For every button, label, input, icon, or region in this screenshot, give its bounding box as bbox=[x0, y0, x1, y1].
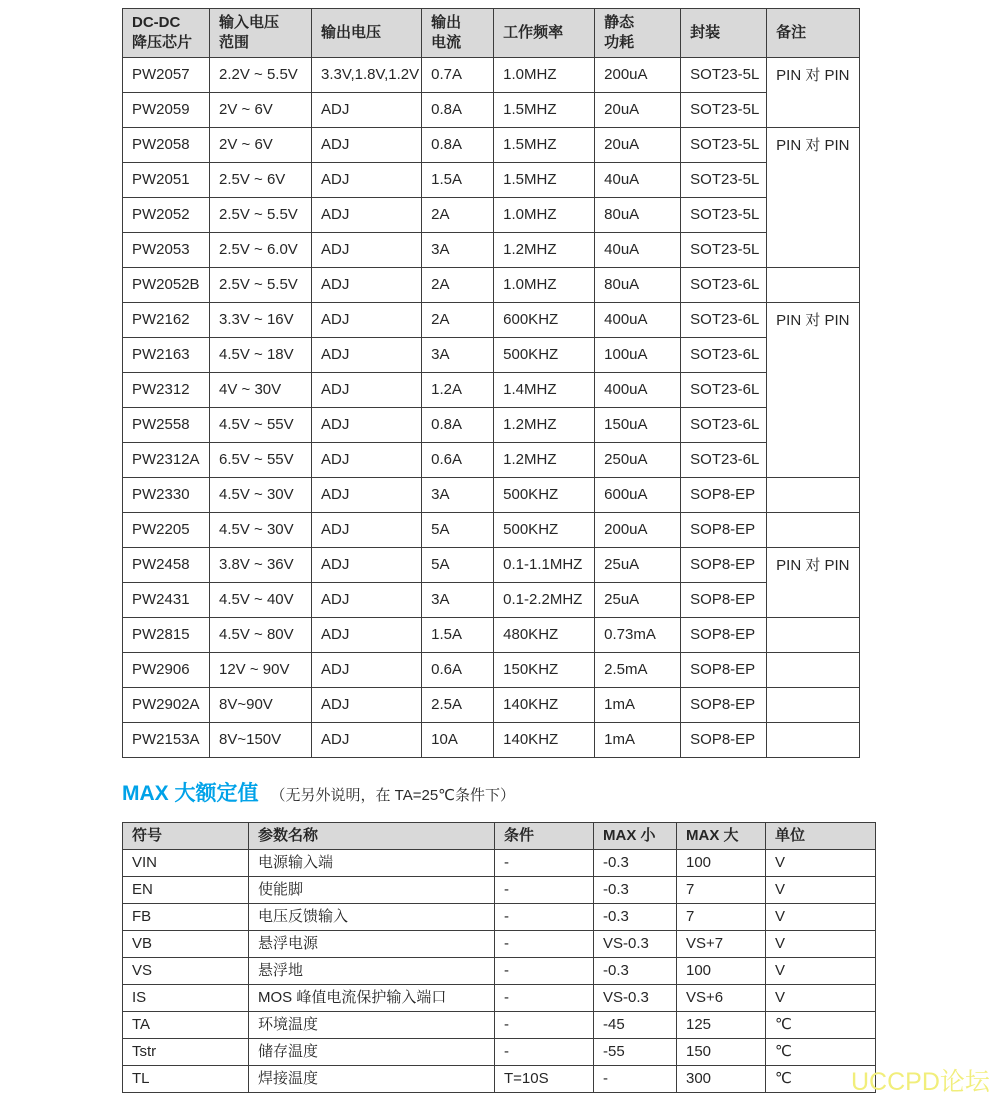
max-max-cell: 125 bbox=[677, 1012, 766, 1039]
t1-column-header-0: DC-DC 降压芯片 bbox=[123, 9, 210, 58]
chip-row-PW2058 bbox=[123, 128, 860, 163]
condition-cell: T=10S bbox=[495, 1066, 594, 1093]
note-cell bbox=[767, 478, 860, 513]
output-current-cell: 5A bbox=[422, 513, 494, 548]
output-voltage-cell: ADJ bbox=[312, 198, 422, 233]
chip-row-PW2205 bbox=[123, 513, 860, 548]
max-min-cell: -0.3 bbox=[594, 850, 677, 877]
chip-name-cell: PW2312A bbox=[123, 443, 210, 478]
chip-name-cell: PW2052B bbox=[123, 268, 210, 303]
input-voltage-range-cell: 2V ~ 6V bbox=[210, 93, 312, 128]
switching-frequency-cell: 140KHZ bbox=[494, 688, 595, 723]
symbol-cell: VIN bbox=[123, 850, 249, 877]
package-cell: SOP8-EP bbox=[681, 513, 767, 548]
parameter-name-cell: 电压反馈输入 bbox=[249, 904, 495, 931]
switching-frequency-cell: 500KHZ bbox=[494, 338, 595, 373]
condition-cell: - bbox=[495, 904, 594, 931]
switching-frequency-cell: 150KHZ bbox=[494, 653, 595, 688]
parameter-name-cell: 悬浮电源 bbox=[249, 931, 495, 958]
output-voltage-cell: ADJ bbox=[312, 408, 422, 443]
package-cell: SOT23-6L bbox=[681, 408, 767, 443]
chip-name-cell: PW2330 bbox=[123, 478, 210, 513]
parameter-name-cell: MOS 峰值电流保护输入端口 bbox=[249, 985, 495, 1012]
chip-name-cell: PW2153A bbox=[123, 723, 210, 758]
max-max-cell: 7 bbox=[677, 904, 766, 931]
output-current-cell: 3A bbox=[422, 478, 494, 513]
chip-name-cell: PW2053 bbox=[123, 233, 210, 268]
output-voltage-cell: ADJ bbox=[312, 548, 422, 583]
switching-frequency-cell: 1.2MHZ bbox=[494, 443, 595, 478]
chip-name-cell: PW2431 bbox=[123, 583, 210, 618]
chip-row-PW2558 bbox=[123, 408, 860, 443]
unit-cell: V bbox=[766, 985, 876, 1012]
switching-frequency-cell: 140KHZ bbox=[494, 723, 595, 758]
chip-row-PW2431 bbox=[123, 583, 860, 618]
quiescent-current-cell: 25uA bbox=[595, 548, 681, 583]
symbol-cell: EN bbox=[123, 877, 249, 904]
switching-frequency-cell: 600KHZ bbox=[494, 303, 595, 338]
output-voltage-cell: ADJ bbox=[312, 618, 422, 653]
max-ratings-subtitle: （无另外说明，在 TA=25℃条件下） bbox=[270, 787, 516, 804]
parameter-name-cell: 储存温度 bbox=[249, 1039, 495, 1066]
output-voltage-cell: ADJ bbox=[312, 723, 422, 758]
chip-row-PW2902A bbox=[123, 688, 860, 723]
quiescent-current-cell: 25uA bbox=[595, 583, 681, 618]
input-voltage-range-cell: 2.5V ~ 5.5V bbox=[210, 268, 312, 303]
max-min-cell: -55 bbox=[594, 1039, 677, 1066]
chip-name-cell: PW2205 bbox=[123, 513, 210, 548]
package-cell: SOT23-5L bbox=[681, 58, 767, 93]
quiescent-current-cell: 20uA bbox=[595, 128, 681, 163]
parameter-name-cell: 使能脚 bbox=[249, 877, 495, 904]
symbol-cell: VS bbox=[123, 958, 249, 985]
output-current-cell: 0.6A bbox=[422, 653, 494, 688]
output-voltage-cell: ADJ bbox=[312, 373, 422, 408]
quiescent-current-cell: 2.5mA bbox=[595, 653, 681, 688]
chip-row-PW2312 bbox=[123, 373, 860, 408]
output-voltage-cell: ADJ bbox=[312, 688, 422, 723]
t2-column-header-2: 条件 bbox=[495, 823, 594, 850]
input-voltage-range-cell: 2.2V ~ 5.5V bbox=[210, 58, 312, 93]
package-cell: SOT23-6L bbox=[681, 373, 767, 408]
rating-row-VS bbox=[123, 958, 876, 985]
output-current-cell: 0.8A bbox=[422, 93, 494, 128]
chip-name-cell: PW2815 bbox=[123, 618, 210, 653]
max-ratings-table bbox=[122, 822, 876, 1093]
condition-cell: - bbox=[495, 877, 594, 904]
package-cell: SOP8-EP bbox=[681, 653, 767, 688]
output-voltage-cell: ADJ bbox=[312, 338, 422, 373]
note-cell bbox=[767, 688, 860, 723]
input-voltage-range-cell: 3.3V ~ 16V bbox=[210, 303, 312, 338]
max-min-cell: VS-0.3 bbox=[594, 985, 677, 1012]
output-current-cell: 5A bbox=[422, 548, 494, 583]
max-ratings-table-header bbox=[123, 823, 876, 850]
chip-name-cell: PW2052 bbox=[123, 198, 210, 233]
max-min-cell: - bbox=[594, 1066, 677, 1093]
quiescent-current-cell: 250uA bbox=[595, 443, 681, 478]
package-cell: SOP8-EP bbox=[681, 618, 767, 653]
chip-row-PW2162 bbox=[123, 303, 860, 338]
max-max-cell: VS+7 bbox=[677, 931, 766, 958]
note-cell bbox=[767, 513, 860, 548]
switching-frequency-cell: 1.2MHZ bbox=[494, 233, 595, 268]
unit-cell: V bbox=[766, 904, 876, 931]
input-voltage-range-cell: 2.5V ~ 6.0V bbox=[210, 233, 312, 268]
max-ratings-heading bbox=[122, 777, 882, 807]
output-voltage-cell: ADJ bbox=[312, 268, 422, 303]
quiescent-current-cell: 20uA bbox=[595, 93, 681, 128]
rating-row-VIN bbox=[123, 850, 876, 877]
max-max-cell: 100 bbox=[677, 850, 766, 877]
quiescent-current-cell: 100uA bbox=[595, 338, 681, 373]
max-min-cell: -45 bbox=[594, 1012, 677, 1039]
condition-cell: - bbox=[495, 985, 594, 1012]
switching-frequency-cell: 1.0MHZ bbox=[494, 268, 595, 303]
quiescent-current-cell: 1mA bbox=[595, 723, 681, 758]
input-voltage-range-cell: 4.5V ~ 30V bbox=[210, 513, 312, 548]
chip-name-cell: PW2059 bbox=[123, 93, 210, 128]
package-cell: SOT23-5L bbox=[681, 128, 767, 163]
quiescent-current-cell: 1mA bbox=[595, 688, 681, 723]
chip-row-PW2057 bbox=[123, 58, 860, 93]
input-voltage-range-cell: 2V ~ 6V bbox=[210, 128, 312, 163]
package-cell: SOT23-6L bbox=[681, 303, 767, 338]
parameter-name-cell: 焊接温度 bbox=[249, 1066, 495, 1093]
symbol-cell: VB bbox=[123, 931, 249, 958]
chip-row-PW2458 bbox=[123, 548, 860, 583]
output-voltage-cell: ADJ bbox=[312, 443, 422, 478]
output-current-cell: 2A bbox=[422, 303, 494, 338]
rating-row-IS bbox=[123, 985, 876, 1012]
rating-row-EN bbox=[123, 877, 876, 904]
output-voltage-cell: 3.3V,1.8V,1.2V bbox=[312, 58, 422, 93]
note-cell bbox=[767, 723, 860, 758]
output-current-cell: 0.6A bbox=[422, 443, 494, 478]
max-max-cell: VS+6 bbox=[677, 985, 766, 1012]
t1-column-header-7: 备注 bbox=[767, 9, 860, 58]
input-voltage-range-cell: 2.5V ~ 5.5V bbox=[210, 198, 312, 233]
quiescent-current-cell: 80uA bbox=[595, 268, 681, 303]
condition-cell: - bbox=[495, 958, 594, 985]
note-cell bbox=[767, 268, 860, 303]
input-voltage-range-cell: 4.5V ~ 55V bbox=[210, 408, 312, 443]
switching-frequency-cell: 500KHZ bbox=[494, 478, 595, 513]
note-cell: PIN 对 PIN bbox=[767, 548, 860, 618]
package-cell: SOT23-5L bbox=[681, 233, 767, 268]
output-current-cell: 1.5A bbox=[422, 163, 494, 198]
output-current-cell: 3A bbox=[422, 338, 494, 373]
dcdc-header-row bbox=[123, 9, 860, 58]
output-current-cell: 0.8A bbox=[422, 408, 494, 443]
dcdc-chip-table-header bbox=[123, 9, 860, 58]
rating-row-VB bbox=[123, 931, 876, 958]
note-cell bbox=[767, 653, 860, 688]
package-cell: SOT23-6L bbox=[681, 443, 767, 478]
chip-row-PW2059 bbox=[123, 93, 860, 128]
quiescent-current-cell: 40uA bbox=[595, 233, 681, 268]
max-max-cell: 7 bbox=[677, 877, 766, 904]
package-cell: SOP8-EP bbox=[681, 548, 767, 583]
unit-cell: V bbox=[766, 850, 876, 877]
output-current-cell: 1.5A bbox=[422, 618, 494, 653]
switching-frequency-cell: 1.5MHZ bbox=[494, 93, 595, 128]
switching-frequency-cell: 0.1-1.1MHZ bbox=[494, 548, 595, 583]
symbol-cell: Tstr bbox=[123, 1039, 249, 1066]
chip-name-cell: PW2163 bbox=[123, 338, 210, 373]
chip-name-cell: PW2458 bbox=[123, 548, 210, 583]
quiescent-current-cell: 40uA bbox=[595, 163, 681, 198]
output-current-cell: 10A bbox=[422, 723, 494, 758]
chip-row-PW2330 bbox=[123, 478, 860, 513]
t1-column-header-4: 工作频率 bbox=[494, 9, 595, 58]
switching-frequency-cell: 1.2MHZ bbox=[494, 408, 595, 443]
max-max-cell: 300 bbox=[677, 1066, 766, 1093]
parameter-name-cell: 环境温度 bbox=[249, 1012, 495, 1039]
output-voltage-cell: ADJ bbox=[312, 478, 422, 513]
switching-frequency-cell: 1.5MHZ bbox=[494, 128, 595, 163]
package-cell: SOT23-5L bbox=[681, 93, 767, 128]
t2-column-header-3: MAX 小 bbox=[594, 823, 677, 850]
max-min-cell: -0.3 bbox=[594, 904, 677, 931]
chip-name-cell: PW2312 bbox=[123, 373, 210, 408]
chip-row-PW2052B bbox=[123, 268, 860, 303]
output-current-cell: 2A bbox=[422, 268, 494, 303]
chip-name-cell: PW2558 bbox=[123, 408, 210, 443]
chip-name-cell: PW2162 bbox=[123, 303, 210, 338]
switching-frequency-cell: 1.4MHZ bbox=[494, 373, 595, 408]
unit-cell: ℃ bbox=[766, 1039, 876, 1066]
chip-name-cell: PW2902A bbox=[123, 688, 210, 723]
input-voltage-range-cell: 12V ~ 90V bbox=[210, 653, 312, 688]
input-voltage-range-cell: 4.5V ~ 40V bbox=[210, 583, 312, 618]
output-current-cell: 3A bbox=[422, 583, 494, 618]
quiescent-current-cell: 600uA bbox=[595, 478, 681, 513]
input-voltage-range-cell: 4.5V ~ 80V bbox=[210, 618, 312, 653]
quiescent-current-cell: 400uA bbox=[595, 373, 681, 408]
package-cell: SOT23-6L bbox=[681, 268, 767, 303]
max-min-cell: VS-0.3 bbox=[594, 931, 677, 958]
t2-column-header-0: 符号 bbox=[123, 823, 249, 850]
package-cell: SOP8-EP bbox=[681, 478, 767, 513]
quiescent-current-cell: 80uA bbox=[595, 198, 681, 233]
symbol-cell: FB bbox=[123, 904, 249, 931]
chip-name-cell: PW2051 bbox=[123, 163, 210, 198]
switching-frequency-cell: 500KHZ bbox=[494, 513, 595, 548]
symbol-cell: IS bbox=[123, 985, 249, 1012]
max-max-cell: 150 bbox=[677, 1039, 766, 1066]
input-voltage-range-cell: 6.5V ~ 55V bbox=[210, 443, 312, 478]
output-voltage-cell: ADJ bbox=[312, 513, 422, 548]
note-cell bbox=[767, 618, 860, 653]
output-current-cell: 0.8A bbox=[422, 128, 494, 163]
package-cell: SOP8-EP bbox=[681, 583, 767, 618]
input-voltage-range-cell: 8V~90V bbox=[210, 688, 312, 723]
input-voltage-range-cell: 3.8V ~ 36V bbox=[210, 548, 312, 583]
symbol-cell: TL bbox=[123, 1066, 249, 1093]
output-voltage-cell: ADJ bbox=[312, 653, 422, 688]
chip-name-cell: PW2906 bbox=[123, 653, 210, 688]
max-min-cell: -0.3 bbox=[594, 958, 677, 985]
t1-column-header-5: 静态 功耗 bbox=[595, 9, 681, 58]
symbol-cell: TA bbox=[123, 1012, 249, 1039]
output-current-cell: 3A bbox=[422, 233, 494, 268]
max-ratings-header-row bbox=[123, 823, 876, 850]
chip-row-PW2052 bbox=[123, 198, 860, 233]
package-cell: SOT23-6L bbox=[681, 338, 767, 373]
output-voltage-cell: ADJ bbox=[312, 233, 422, 268]
chip-row-PW2815 bbox=[123, 618, 860, 653]
package-cell: SOP8-EP bbox=[681, 688, 767, 723]
package-cell: SOT23-5L bbox=[681, 198, 767, 233]
chip-row-PW2051 bbox=[123, 163, 860, 198]
input-voltage-range-cell: 2.5V ~ 6V bbox=[210, 163, 312, 198]
chip-row-PW2906 bbox=[123, 653, 860, 688]
max-ratings-table-body bbox=[123, 850, 876, 1093]
chip-row-PW2163 bbox=[123, 338, 860, 373]
note-cell: PIN 对 PIN bbox=[767, 303, 860, 478]
chip-row-PW2153A bbox=[123, 723, 860, 758]
unit-cell: V bbox=[766, 877, 876, 904]
output-current-cell: 1.2A bbox=[422, 373, 494, 408]
input-voltage-range-cell: 8V~150V bbox=[210, 723, 312, 758]
rating-row-TA bbox=[123, 1012, 876, 1039]
max-min-cell: -0.3 bbox=[594, 877, 677, 904]
t2-column-header-1: 参数名称 bbox=[249, 823, 495, 850]
unit-cell: V bbox=[766, 958, 876, 985]
t1-column-header-1: 输入电压 范围 bbox=[210, 9, 312, 58]
unit-cell: ℃ bbox=[766, 1012, 876, 1039]
parameter-name-cell: 悬浮地 bbox=[249, 958, 495, 985]
output-current-cell: 2A bbox=[422, 198, 494, 233]
condition-cell: - bbox=[495, 931, 594, 958]
parameter-name-cell: 电源输入端 bbox=[249, 850, 495, 877]
output-voltage-cell: ADJ bbox=[312, 303, 422, 338]
input-voltage-range-cell: 4V ~ 30V bbox=[210, 373, 312, 408]
quiescent-current-cell: 150uA bbox=[595, 408, 681, 443]
input-voltage-range-cell: 4.5V ~ 30V bbox=[210, 478, 312, 513]
switching-frequency-cell: 480KHZ bbox=[494, 618, 595, 653]
output-voltage-cell: ADJ bbox=[312, 93, 422, 128]
output-voltage-cell: ADJ bbox=[312, 163, 422, 198]
switching-frequency-cell: 1.0MHZ bbox=[494, 198, 595, 233]
max-ratings-title: MAX 大额定值 bbox=[122, 782, 259, 805]
note-cell: PIN 对 PIN bbox=[767, 128, 860, 268]
package-cell: SOP8-EP bbox=[681, 723, 767, 758]
unit-cell: ℃ bbox=[766, 1066, 876, 1093]
switching-frequency-cell: 1.5MHZ bbox=[494, 163, 595, 198]
max-max-cell: 100 bbox=[677, 958, 766, 985]
rating-row-Tstr bbox=[123, 1039, 876, 1066]
quiescent-current-cell: 200uA bbox=[595, 58, 681, 93]
quiescent-current-cell: 200uA bbox=[595, 513, 681, 548]
t1-column-header-2: 输出电压 bbox=[312, 9, 422, 58]
rating-row-TL bbox=[123, 1066, 876, 1093]
output-current-cell: 2.5A bbox=[422, 688, 494, 723]
t1-column-header-6: 封装 bbox=[681, 9, 767, 58]
dcdc-chip-table bbox=[122, 8, 860, 758]
switching-frequency-cell: 1.0MHZ bbox=[494, 58, 595, 93]
input-voltage-range-cell: 4.5V ~ 18V bbox=[210, 338, 312, 373]
output-voltage-cell: ADJ bbox=[312, 583, 422, 618]
package-cell: SOT23-5L bbox=[681, 163, 767, 198]
note-cell: PIN 对 PIN bbox=[767, 58, 860, 128]
chip-name-cell: PW2058 bbox=[123, 128, 210, 163]
t1-column-header-3: 输出 电流 bbox=[422, 9, 494, 58]
output-voltage-cell: ADJ bbox=[312, 128, 422, 163]
watermark: UCCPD论坛 bbox=[851, 1068, 990, 1096]
t2-column-header-4: MAX 大 bbox=[677, 823, 766, 850]
condition-cell: - bbox=[495, 850, 594, 877]
dcdc-chip-table-body bbox=[123, 58, 860, 758]
switching-frequency-cell: 0.1-2.2MHZ bbox=[494, 583, 595, 618]
quiescent-current-cell: 0.73mA bbox=[595, 618, 681, 653]
unit-cell: V bbox=[766, 931, 876, 958]
rating-row-FB bbox=[123, 904, 876, 931]
condition-cell: - bbox=[495, 1012, 594, 1039]
quiescent-current-cell: 400uA bbox=[595, 303, 681, 338]
chip-row-PW2053 bbox=[123, 233, 860, 268]
condition-cell: - bbox=[495, 1039, 594, 1066]
output-current-cell: 0.7A bbox=[422, 58, 494, 93]
t2-column-header-5: 单位 bbox=[766, 823, 876, 850]
chip-name-cell: PW2057 bbox=[123, 58, 210, 93]
chip-row-PW2312A bbox=[123, 443, 860, 478]
